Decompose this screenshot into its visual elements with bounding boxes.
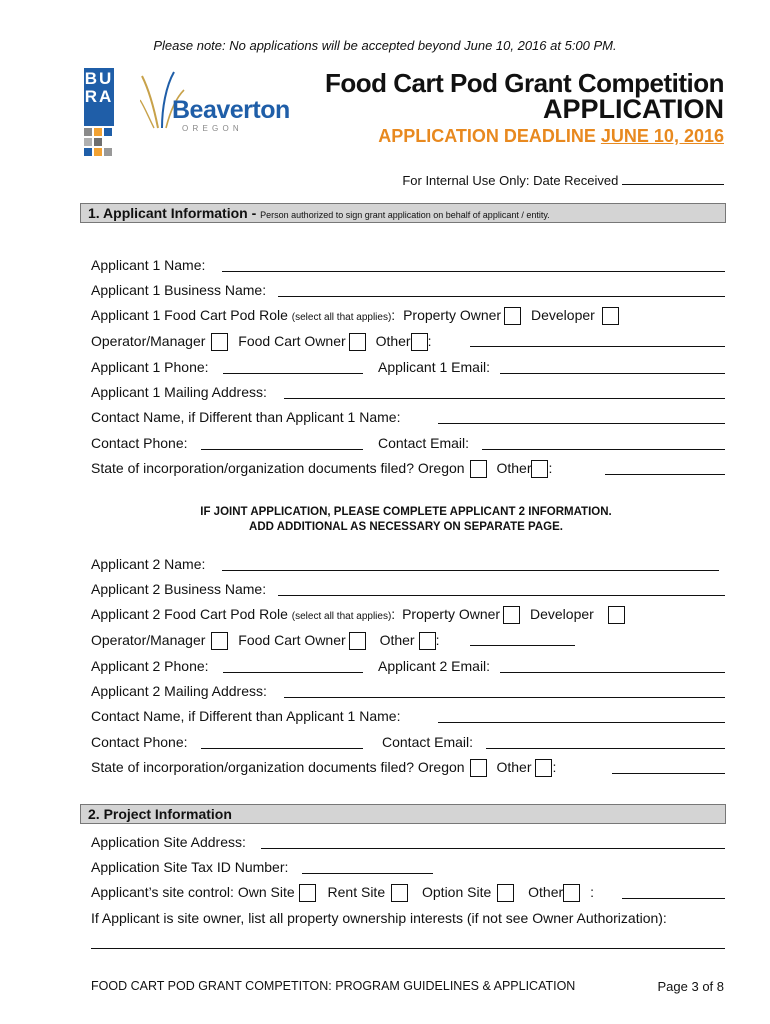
applicant1-property-owner-label: Property Owner xyxy=(403,307,502,323)
applicant1-phone-label: Applicant 1 Phone: xyxy=(91,359,209,375)
applicant2-mailing-label: Applicant 2 Mailing Address: xyxy=(91,683,267,699)
applicant1-phone-field[interactable] xyxy=(223,359,363,374)
applicant1-state-other-checkbox[interactable] xyxy=(531,460,548,478)
applicant2-contact-name-field[interactable] xyxy=(438,708,725,723)
applicant1-contact-email-label: Contact Email: xyxy=(378,435,470,451)
applicant1-role-label: Applicant 1 Food Cart Pod Role xyxy=(91,307,288,323)
applicant1-oregon-checkbox[interactable] xyxy=(470,460,487,478)
site-other-label: Other xyxy=(528,884,564,900)
applicant2-email-label: Applicant 2 Email: xyxy=(378,658,491,674)
applicant1-food-cart-owner-label: Food Cart Owner xyxy=(238,333,346,349)
applicant1-property-owner-checkbox[interactable] xyxy=(504,307,521,325)
applicant2-role-label: Applicant 2 Food Cart Pod Role xyxy=(91,606,288,622)
applicant2-operator-label: Operator/Manager xyxy=(91,632,206,648)
applicant2-state-label: State of incorporation/organization documents filed? Oregon xyxy=(91,759,465,775)
site-address-field[interactable] xyxy=(261,834,725,849)
section-1-title: 1. Applicant Information - xyxy=(88,205,261,221)
applicant2-state-other-label: Other xyxy=(496,759,532,775)
applicant2-food-cart-owner-label: Food Cart Owner xyxy=(238,632,346,648)
applicant1-state-other-label: Other xyxy=(496,460,532,476)
applicant1-developer-checkbox[interactable] xyxy=(602,307,619,325)
option-site-checkbox[interactable] xyxy=(497,884,514,902)
deadline-label: APPLICATION DEADLINE xyxy=(378,126,601,146)
applicant2-contact-phone-field[interactable] xyxy=(201,734,363,749)
applicant2-business-label: Applicant 2 Business Name: xyxy=(91,581,267,597)
applicant1-contact-email-field[interactable] xyxy=(482,435,725,450)
applicant1-operator-checkbox[interactable] xyxy=(211,333,228,351)
applicant2-contact-phone-label: Contact Phone: xyxy=(91,734,188,750)
applicant1-name-label: Applicant 1 Name: xyxy=(91,257,206,273)
applicant1-other-label: Other xyxy=(375,333,411,349)
own-site-checkbox[interactable] xyxy=(299,884,316,902)
applicant2-contact-email-label: Contact Email: xyxy=(382,734,474,750)
rent-site-label: Rent Site xyxy=(327,884,386,900)
applicant2-contact-name-label: Contact Name, if Different than Applicant 1 Name: xyxy=(91,708,401,724)
applicant1-email-label: Applicant 1 Email: xyxy=(378,359,491,375)
applicant2-other-checkbox[interactable] xyxy=(419,632,436,650)
tax-id-label: Application Site Tax ID Number: xyxy=(91,859,289,875)
owner-interests-field[interactable] xyxy=(91,934,725,949)
applicant1-state-label: State of incorporation/organization documents filed? Oregon xyxy=(91,460,465,476)
deadline xyxy=(378,126,724,147)
applicant2-email-field[interactable] xyxy=(500,658,725,673)
applicant2-operator-checkbox[interactable] xyxy=(211,632,228,650)
page-subtitle: APPLICATION xyxy=(543,94,724,124)
deadline-date: JUNE 10, 2016 xyxy=(600,126,724,146)
city-state: O R E G O N xyxy=(182,124,240,133)
city-name: Beaverton xyxy=(172,96,290,124)
footer-title: FOOD CART POD GRANT COMPETITON: PROGRAM GUIDELINES & APPLICATION xyxy=(91,979,576,993)
site-other-field[interactable] xyxy=(622,884,725,899)
applicant2-phone-label: Applicant 2 Phone: xyxy=(91,658,209,674)
beaverton-logo xyxy=(140,68,290,138)
applicant2-phone-field[interactable] xyxy=(223,658,363,673)
applicant1-email-field[interactable] xyxy=(500,359,725,374)
applicant2-role-note: (select all that applies) xyxy=(291,611,392,622)
applicant2-property-owner-label: Property Owner xyxy=(402,606,501,622)
section-applicant-info xyxy=(80,203,726,223)
section-project-info xyxy=(80,804,726,824)
applicant1-other-field[interactable] xyxy=(470,332,725,347)
applicant2-state-other-checkbox[interactable] xyxy=(535,759,552,777)
applicant2-developer-checkbox[interactable] xyxy=(608,606,625,624)
applicant2-developer-label: Developer xyxy=(530,606,594,622)
applicant2-property-owner-checkbox[interactable] xyxy=(503,606,520,624)
joint-application-note xyxy=(0,505,770,535)
option-site-label: Option Site xyxy=(422,884,492,900)
applicant1-developer-label: Developer xyxy=(531,307,595,323)
applicant2-contact-email-field[interactable] xyxy=(486,734,725,749)
applicant1-business-label: Applicant 1 Business Name: xyxy=(91,282,267,298)
page-number: Page 3 of 8 xyxy=(657,979,724,994)
applicant2-oregon-checkbox[interactable] xyxy=(470,759,487,777)
applicant1-role-note: (select all that applies) xyxy=(291,312,392,323)
page-title: Food Cart Pod Grant Competition xyxy=(324,68,724,98)
internal-use-label: For Internal Use Only: Date Received xyxy=(402,173,619,188)
applicant2-business-field[interactable] xyxy=(278,581,725,596)
applicant2-other-label: Other xyxy=(379,632,415,648)
submission-notice: Please note: No applications will be accepted beyond June 10, 2016 at 5:00 PM. xyxy=(153,38,617,53)
rent-site-checkbox[interactable] xyxy=(391,884,408,902)
tax-id-field[interactable] xyxy=(302,859,433,874)
bura-logo-bottom: RA xyxy=(84,87,114,106)
applicant1-contact-name-label: Contact Name, if Different than Applicant 1 Name: xyxy=(91,409,401,425)
joint-line-1: IF JOINT APPLICATION, PLEASE COMPLETE APPLICANT 2 INFORMATION. xyxy=(200,506,612,518)
applicant2-mailing-field[interactable] xyxy=(284,683,725,698)
site-address-label: Application Site Address: xyxy=(91,834,246,850)
applicant1-operator-label: Operator/Manager xyxy=(91,333,206,349)
applicant1-contact-phone-field[interactable] xyxy=(201,435,363,450)
applicant1-mailing-field[interactable] xyxy=(284,384,725,399)
applicant1-contact-phone-label: Contact Phone: xyxy=(91,435,188,451)
site-control-label: Applicant’s site control: Own Site xyxy=(91,884,295,900)
section-1-subtitle: Person authorized to sign grant application on behalf of applicant / entity. xyxy=(260,210,550,220)
applicant2-food-cart-owner-checkbox[interactable] xyxy=(349,632,366,650)
applicant1-business-field[interactable] xyxy=(278,282,725,297)
applicant1-food-cart-owner-checkbox[interactable] xyxy=(349,333,366,351)
applicant1-state-other-field[interactable] xyxy=(605,460,725,475)
internal-use xyxy=(402,172,724,188)
applicant1-name-field[interactable] xyxy=(222,257,725,272)
applicant2-name-field[interactable] xyxy=(222,556,719,571)
bura-logo-top: BU xyxy=(84,69,114,88)
owner-interests-label: If Applicant is site owner, list all property ownership interests (if not see Owner Authorization): xyxy=(91,910,667,926)
joint-line-2: ADD ADDITIONAL AS NECESSARY ON SEPARATE PAGE. xyxy=(249,521,563,533)
applicant2-state-other-field[interactable] xyxy=(612,759,725,774)
applicant1-contact-name-field[interactable] xyxy=(438,409,725,424)
site-other-checkbox[interactable] xyxy=(563,884,580,902)
section-2-title: 2. Project Information xyxy=(88,806,232,822)
date-received-field[interactable] xyxy=(622,172,724,185)
applicant2-name-label: Applicant 2 Name: xyxy=(91,556,206,572)
applicant2-other-field[interactable] xyxy=(470,631,575,646)
applicant1-mailing-label: Applicant 1 Mailing Address: xyxy=(91,384,267,400)
applicant1-other-checkbox[interactable] xyxy=(411,333,428,351)
